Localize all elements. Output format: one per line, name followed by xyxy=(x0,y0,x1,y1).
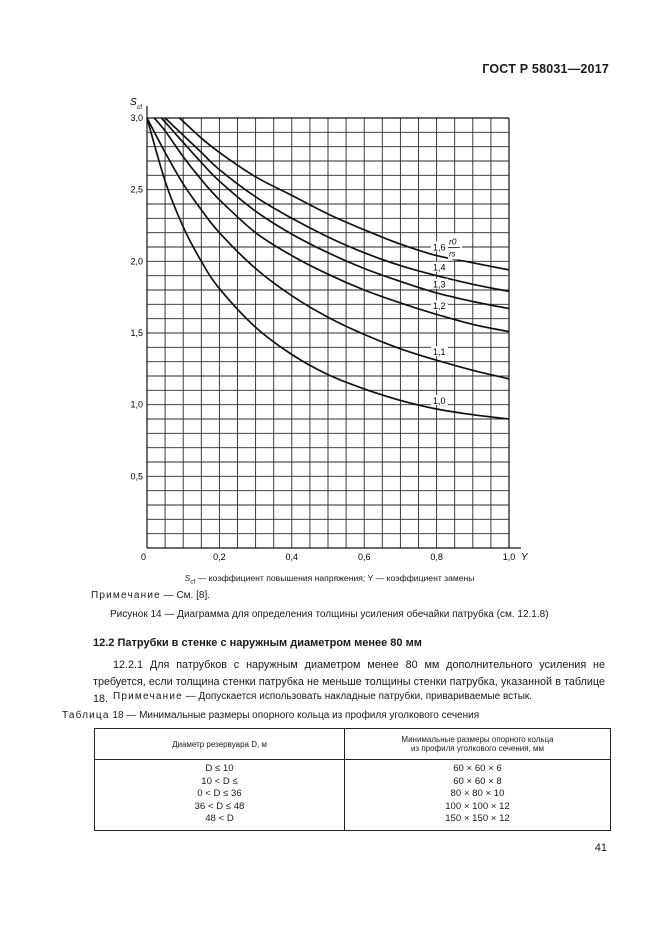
y-tick-label: 2,5 xyxy=(130,184,143,195)
y-tick-label: 2,0 xyxy=(130,256,143,267)
paragraph: 12.2.1 Для патрубков с наружным диаметром менее 80 мм дополнительного усиления не требуется, если толщина стенки патрубка не меньше толщины стенки патрубка, указанной в таблице 18. xyxy=(93,659,605,705)
table-row xyxy=(95,801,611,814)
y-tick-label: 1,5 xyxy=(130,328,143,338)
figure-caption: Рисунок 14 — Диаграмма для определения толщины усиления обечайки патрубка (см. 12.1.8) xyxy=(110,609,549,620)
series-label: 1,6 xyxy=(432,242,446,253)
paragraph-note xyxy=(93,691,532,702)
x-tick-label: 1,0 xyxy=(502,552,516,562)
page-number: 41 xyxy=(594,842,607,854)
chart-note-text: — См. [8]. xyxy=(160,590,210,601)
ratio-label-bottom: rs xyxy=(448,249,456,259)
y-axis-label-sub: cf xyxy=(137,104,143,111)
series-curve xyxy=(165,118,509,291)
series-label: 1,4 xyxy=(432,262,446,273)
table-caption-label: Таблица xyxy=(62,710,110,721)
series-label: 1,3 xyxy=(432,279,446,290)
document-id: ГОСТ Р 58031—2017 xyxy=(482,62,609,76)
table-row xyxy=(95,788,611,801)
table-cell-size: 60 × 60 × 8 xyxy=(453,775,502,787)
chart-note-label: Примечание xyxy=(91,590,161,601)
series-label: 1,0 xyxy=(432,396,446,407)
paragraph-note-label: Примечание xyxy=(113,691,183,702)
support-ring-table xyxy=(94,728,611,831)
legend-symbol: S xyxy=(184,573,191,583)
legend-symbol-sub: cf xyxy=(190,578,196,586)
origin-label: 0 xyxy=(141,552,147,562)
chart-ticks xyxy=(130,97,529,563)
table-row xyxy=(95,760,611,776)
table-cell-size: 80 × 80 × 10 xyxy=(450,788,505,800)
table-caption xyxy=(62,710,479,721)
chart-note xyxy=(91,590,210,601)
x-tick-label: 0,2 xyxy=(213,552,226,562)
ratio-label-top: r0 xyxy=(448,236,457,247)
table-header-row xyxy=(95,729,611,760)
y-tick-label: 1,0 xyxy=(130,399,143,410)
series-label: 1,2 xyxy=(432,301,446,312)
paragraph-note-text: — Допускается использовать накладные патрубки, привариваемые встык. xyxy=(182,691,533,702)
table-cell-diameter: 10 < D ≤ xyxy=(95,776,345,789)
table-cell-diameter: 48 < D xyxy=(95,813,345,830)
y-axis-label: S xyxy=(130,97,137,108)
chart-axes xyxy=(147,106,521,548)
table-cell-diameter: 0 < D ≤ 36 xyxy=(95,788,345,801)
series-label: 1,1 xyxy=(432,347,446,358)
table-cell-size: 100 × 100 × 12 xyxy=(445,800,510,812)
chart-grid xyxy=(147,118,509,548)
table-header-size: Минимальные размеры опорного кольца из профиля уголкового сечения, мм xyxy=(345,729,611,760)
table-cell-size: 150 × 150 × 12 xyxy=(445,813,510,825)
y-tick-label: 0,5 xyxy=(130,471,143,482)
x-tick-label: 0,4 xyxy=(285,552,299,562)
table-header-diameter: Диаметр резервуара D, м xyxy=(95,729,345,760)
x-tick-label: 0,8 xyxy=(430,552,443,562)
table-row xyxy=(95,813,611,830)
x-tick-label: 0,6 xyxy=(357,552,371,562)
chart-legend xyxy=(0,573,661,586)
table-cell-diameter: 36 < D ≤ 48 xyxy=(95,801,345,814)
table-cell-size: 60 × 60 × 6 xyxy=(453,763,502,774)
table-caption-text: 18 — Минимальные размеры опорного кольца из профиля уголкового сечения xyxy=(109,710,480,721)
table-cell-diameter: D ≤ 10 xyxy=(95,760,345,776)
x-axis-label: Y xyxy=(521,552,528,563)
section-heading: 12.2 Патрубки в стенке с наружным диаметром менее 80 мм xyxy=(93,637,422,649)
table-row xyxy=(95,776,611,789)
y-tick-label: 3,0 xyxy=(130,113,143,123)
series-curve xyxy=(154,118,509,332)
legend-text: — коэффициент повышения напряжения; Y — коэффициент замены xyxy=(197,573,475,583)
